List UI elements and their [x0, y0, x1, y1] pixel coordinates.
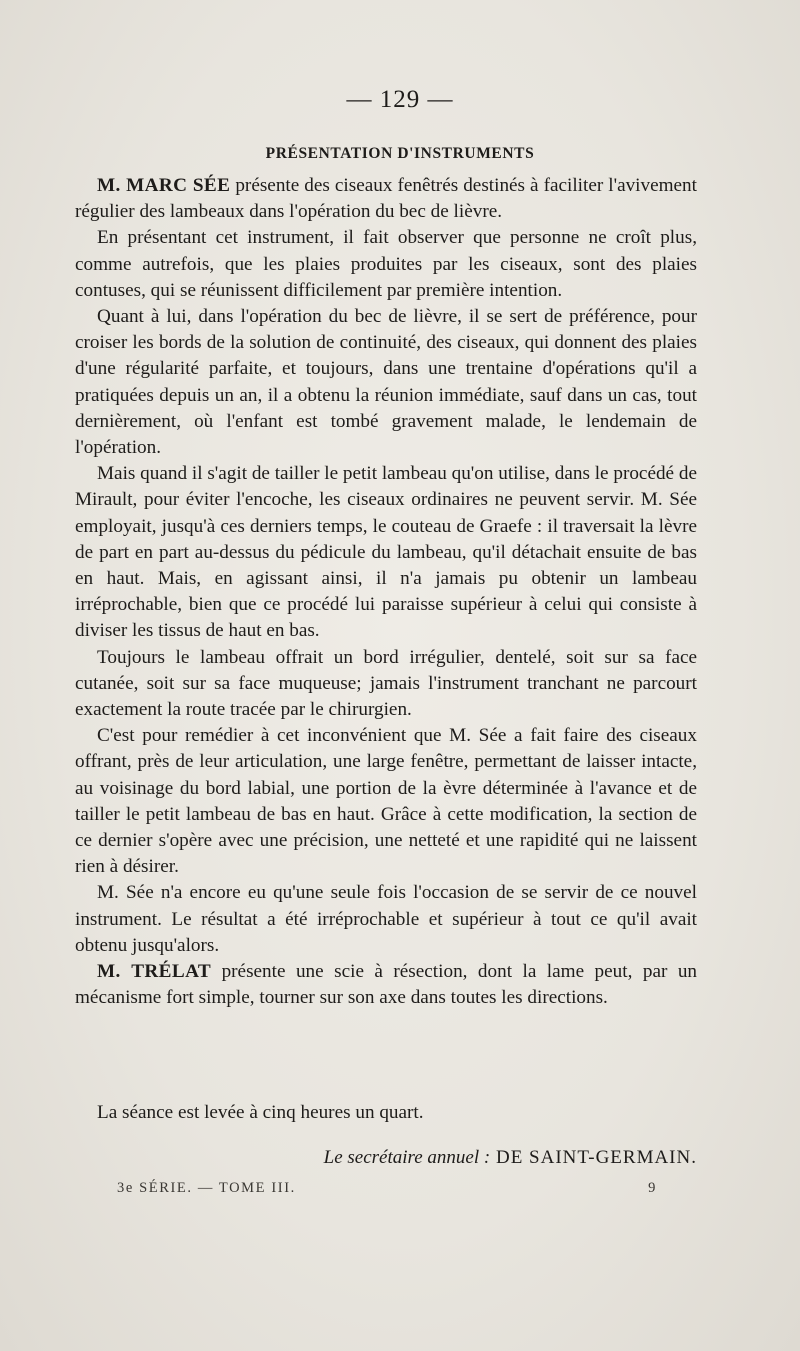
paragraph [75, 723, 697, 880]
paragraph-text: présente une scie à résection, dont la lame peut, par un mécanisme fort simple, tourner sur son axe dans toutes les directions. [75, 961, 698, 1009]
paragraph-text: Toujours le lambeau offrait un bord irrégulier, dentelé, soit sur sa face cutanée, soit sur sa face muqueuse; jamais l'instrument tranchant ne parcourt exactement la route tracée par le chirurgien. [75, 646, 697, 721]
signature-mark: 9 [648, 1180, 657, 1196]
paragraph-text: En présentant cet instrument, il fait observer que personne ne croît plus, comme autrefois, que les plaies produites par les ciseaux, sont des plaies contuses, qui se réunissent difficilement par première intention. [75, 227, 697, 301]
series-note: 3e SÉRIE. — TOME III. [117, 1180, 296, 1196]
signature-line [75, 1147, 697, 1169]
speaker-name: M. TRÉLAT [97, 961, 212, 983]
page-number: — 129 — [346, 86, 454, 113]
paragraph-text: M. Sée n'a encore eu qu'une seule fois l'occasion de se servir de ce nouvel instrument. Le résultat a été irréprochable et supérieur à tout ce qu'il avait obtenu jusqu'alors. [75, 882, 697, 956]
paragraph [75, 880, 697, 959]
page-footer [117, 1180, 657, 1197]
speaker-name: M. MARC SÉE [97, 175, 231, 196]
signature-label: Le secrétaire annuel : [323, 1147, 491, 1168]
paragraph [75, 304, 697, 461]
paragraph [75, 645, 697, 724]
paragraph-text: Quant à lui, dans l'opération du bec de lièvre, il se sert de préférence, pour croiser les bords de la solution de continuité, des ciseaux, qui donnent des plaies d'une régularité parfaite, et toujours, dans une trentaine d'opérations qu'il a pratiquées depuis un an, il a obtenu la réunion immédiate, sauf dans un cas, tout dernièrement, où l'enfant est tombé gravement malade, le lendemain de l'opération. [75, 306, 697, 459]
closing-line: La séance est levée à cinq heures un quart. [97, 1102, 424, 1123]
signature-name: DE SAINT-GERMAIN. [490, 1147, 697, 1168]
section-title: PRÉSENTATION D'INSTRUMENTS [265, 145, 535, 162]
paragraph [75, 225, 697, 304]
paragraph [75, 173, 697, 225]
paragraph [75, 461, 697, 644]
paragraph [75, 959, 697, 1011]
paragraph-text: C'est pour remédier à cet inconvénient que M. Sée a fait faire des ciseaux offrant, près de leur articulation, une large fenêtre, permettant de laisser intacte, au voisinage du bord labial, une portion de la èvre déterminée à l'avance et de tailler le petit lambeau de bas en haut. Grâce à cette modification, la section de ce dernier s'opère avec une précision, une netteté et une rapidité qui ne laissent rien à désirer. [75, 725, 697, 878]
paragraph-text: présente des ciseaux fenêtrés destinés à faciliter l'avivement régulier des lambeaux dans l'opération du bec de lièvre. [75, 175, 697, 223]
body-text [75, 173, 697, 1012]
paragraph-text: Mais quand il s'agit de tailler le petit lambeau qu'on utilise, dans le procédé de Mirault, pour éviter l'encoche, les ciseaux ordinaires ne peuvent servir. M. Sée employait, jusqu'à ces derniers temps, le couteau de Graefe : il traversait la lèvre de part en part au-dessus du pédicule du lambeau, qu'il détachait ensuite de bas en haut. Mais, en agissant ainsi, il n'a jamais pu obtenir un lambeau irréprochable, bien que ce procédé lui paraisse supérieur à celui qui consiste à diviser les tissus de haut en bas. [75, 463, 697, 642]
